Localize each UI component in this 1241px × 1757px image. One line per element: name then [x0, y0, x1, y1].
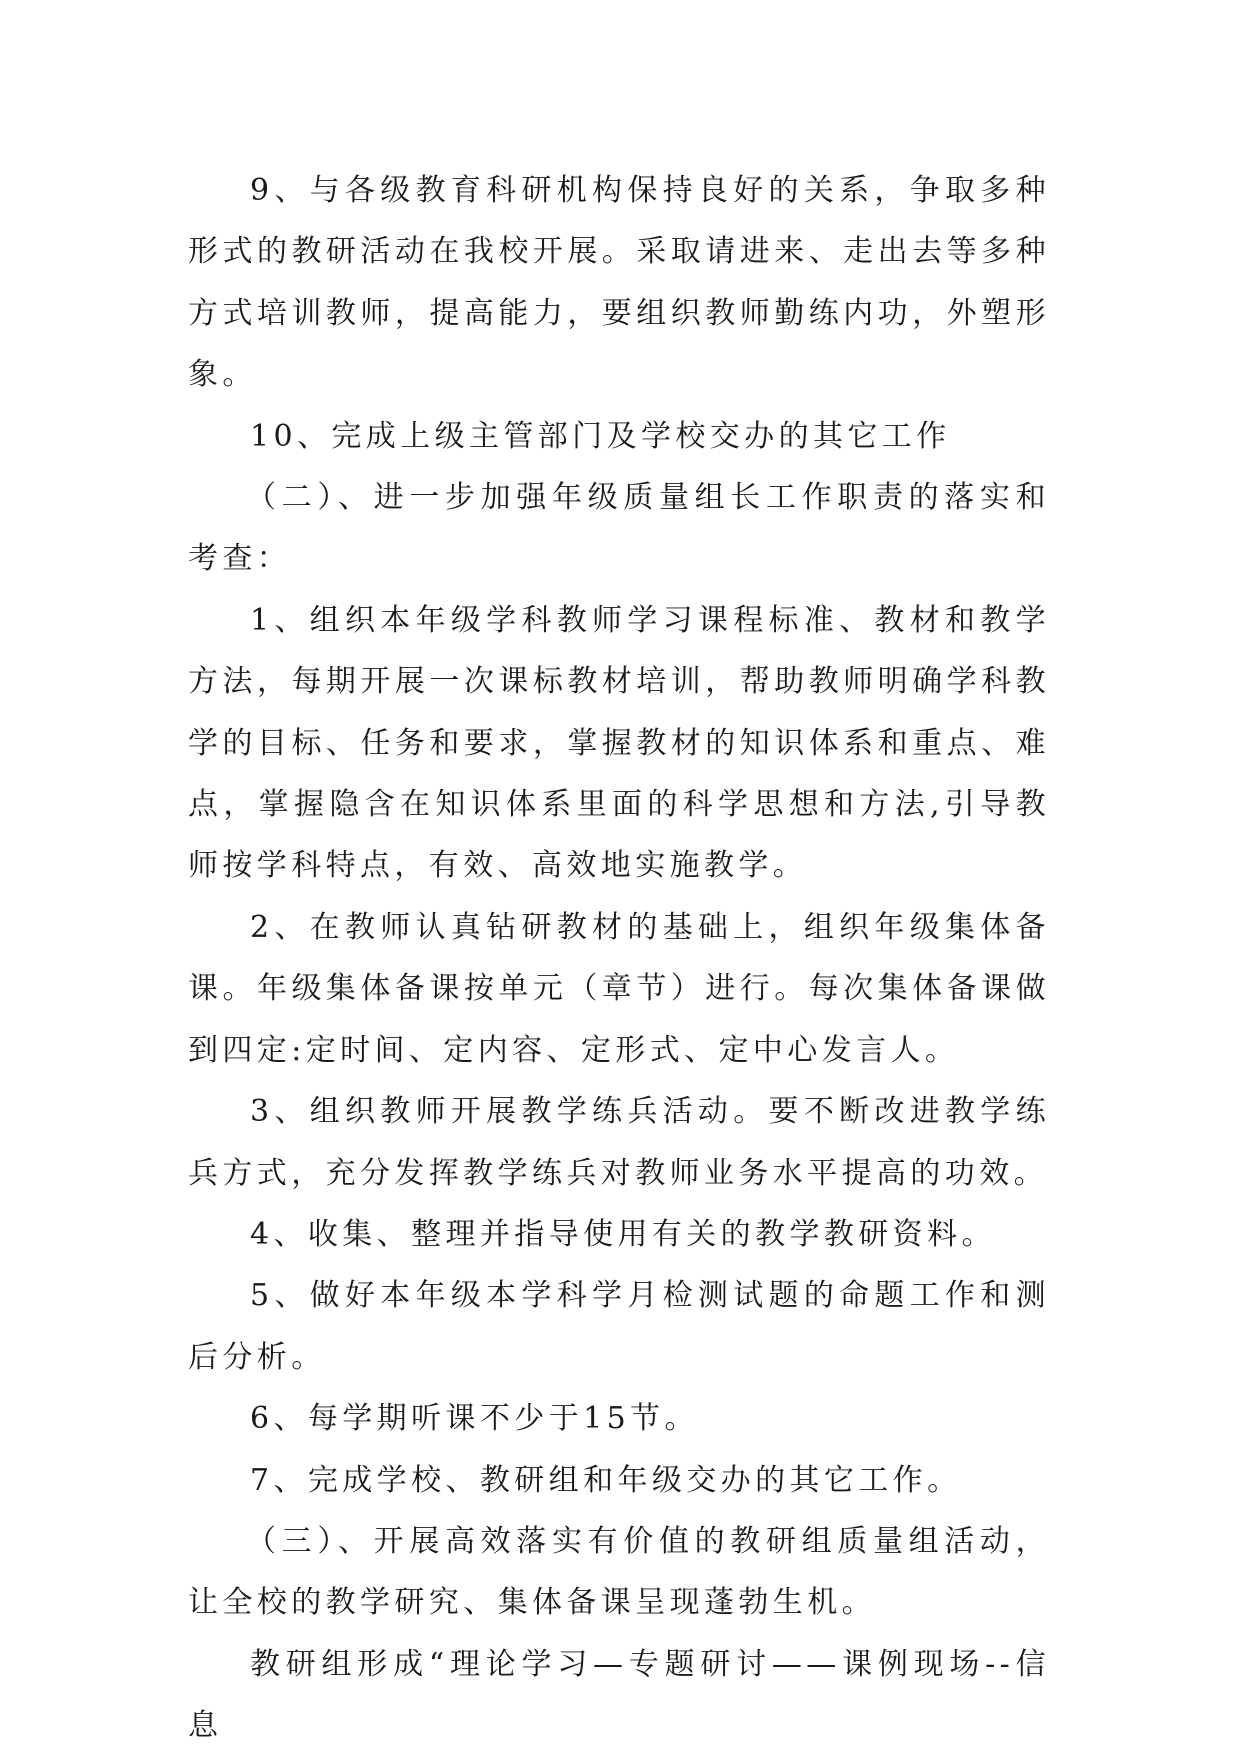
paragraph-item-2: 2、在教师认真钻研教材的基础上，组织年级集体备课。年级集体备课按单元（章节）进行。每次集体备课做到四定:定时间、定内容、定形式、定中心发言人。 — [188, 909, 1050, 1068]
section-heading-3: （三）、开展高效落实有价值的教研组质量组活动，让全校的教学研究、集体备课呈现蓬勃生机。 — [188, 1523, 1050, 1621]
document-body — [188, 160, 1050, 1757]
paragraph-item-9: 9、与各级教育科研机构保持良好的关系，争取多种形式的教研活动在我校开展。采取请进来、走出去等多种方式培训教师，提高能力，要组织教师勤练内功，外塑形象。 — [188, 173, 1050, 393]
paragraph-research: 教研组形成“理论学习—专题研讨——课例现场--信息 — [188, 1646, 1050, 1744]
paragraph-item-3: 3、组织教师开展教学练兵活动。要不断改进教学练兵方式，充分发挥教学练兵对教师业务水平提高的功效。 — [188, 1094, 1050, 1191]
paragraph-item-6: 6、每学期听课不少于15节。 — [250, 1401, 699, 1437]
paragraph-item-1: 1、组织本年级学科教师学习课程标准、教材和教学方法，每期开展一次课标教材培训，帮助教师明确学科教学的目标、任务和要求，掌握教材的知识体系和重点、难点，掌握隐含在知识体系里面的科学思想和方法,引导教师按学科特点，有效、高效地实施教学。 — [188, 602, 1050, 884]
section-heading-2: （二）、进一步加强年级质量组长工作职责的落实和考查： — [188, 480, 1050, 577]
paragraph-item-4: 4、收集、整理并指导使用有关的教学教研资料。 — [250, 1216, 996, 1252]
paragraph-item-5: 5、做好本年级本学科学月检测试题的命题工作和测后分析。 — [188, 1278, 1050, 1375]
paragraph-item-10: 10、完成上级主管部门及学校交办的其它工作 — [250, 418, 951, 454]
paragraph-item-7: 7、完成学校、教研组和年级交办的其它工作。 — [250, 1462, 962, 1498]
